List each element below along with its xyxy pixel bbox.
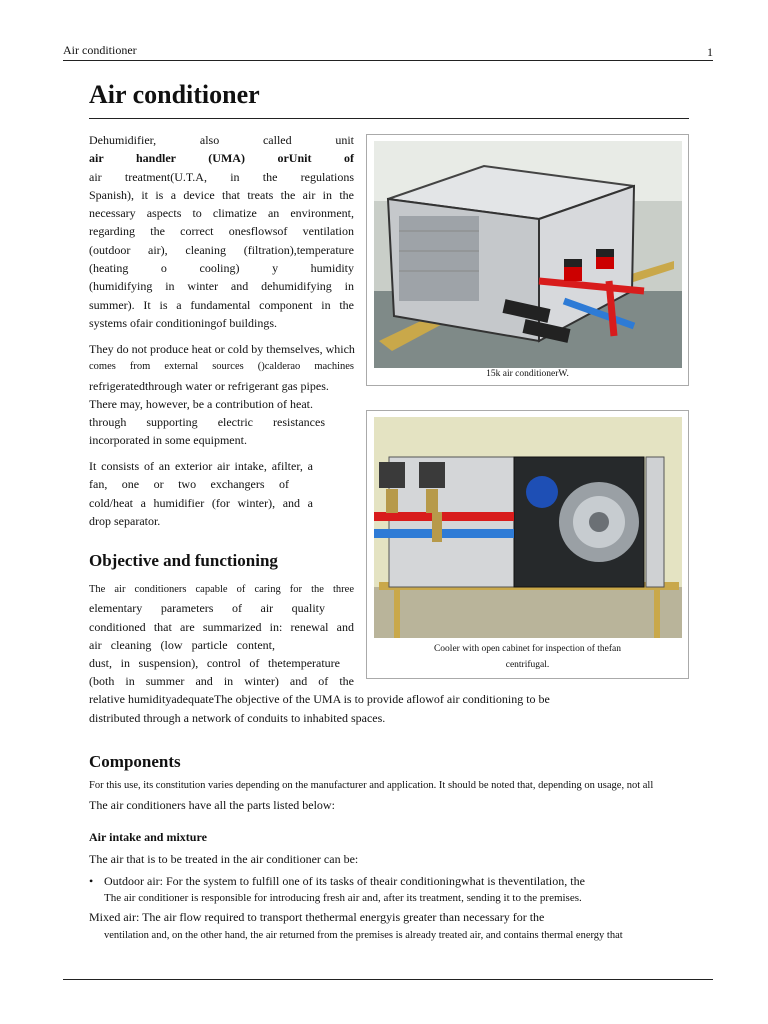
text-line: conditioned that are summarized in: renewal and [89, 619, 354, 634]
text-line: elementary parameters of air quality [89, 601, 325, 616]
figure-1 [366, 134, 689, 386]
mixed-air-line: ventilation and, on the other hand, the air returned from the premises is already treated air, and contains thermal energy that [104, 930, 623, 941]
text-line: (heating o cooling) y humidity [89, 261, 354, 276]
intro-paragraph-3 [89, 457, 313, 530]
intro-paragraph-1 [89, 131, 354, 332]
page-number: 1 [707, 45, 713, 59]
text-line: air handler (UMA) orUnit of [89, 151, 354, 166]
figure-1-caption: 15k air conditionerW. [486, 369, 569, 379]
text-line: incorporated in some equipment. [89, 433, 247, 448]
intro-paragraph-2 [89, 340, 374, 450]
running-header [63, 42, 713, 61]
text-line: dust, in suspension), control of thetemperature [89, 656, 340, 671]
objective-full-line: distributed through a network of conduits to inhabited spaces. [89, 711, 386, 725]
text-line: drop separator. [89, 513, 161, 528]
text-line: It consists of an exterior air intake, afilter, a [89, 459, 313, 473]
text-line: Spanish), it is a device that treats the air in the [89, 187, 354, 202]
text-line: (outdoor air), cleaning (filtration),temperature [89, 242, 354, 257]
text-line: systems ofair conditioningof buildings. [89, 315, 277, 330]
text-line: (both in summer and in winter) and of the [89, 674, 354, 689]
bullet-line: Outdoor air: For the system to fulfill one of its tasks of theair conditioningwhat is theventilation, the [104, 874, 585, 888]
components-heading: Components [89, 752, 181, 771]
figure-2-caption-line: centrifugal. [505, 660, 550, 670]
text-line: cold/heat a humidifier (for winter), and a [89, 495, 313, 510]
text-line: There may, however, be a contribution of heat. [89, 396, 313, 411]
text-line: necessary aspects to climatize an environment, [89, 206, 354, 221]
text-line: The air conditioners capable of caring for the three [89, 584, 354, 595]
title-rule [89, 118, 689, 119]
page-title: Air conditioner [89, 80, 260, 109]
text-line: comes from external sources ()calderao machines [89, 361, 354, 373]
text-line: They do not produce heat or cold by themselves, which [89, 342, 355, 356]
objective-full-line: relative humidityadequateThe objective of the UMA is to provide aflowof air conditioning to be [89, 692, 550, 706]
text-line: through supporting electric resistances [89, 415, 325, 430]
open-cabinet-photo [374, 417, 682, 638]
components-line: The air conditioners have all the parts listed below: [89, 798, 335, 812]
text-line: refrigeratedthrough water or refrigerant gas pipes. [89, 378, 329, 393]
objective-paragraph [89, 581, 354, 691]
footer-rule [63, 979, 713, 980]
air-intake-intro: The air that is to be treated in the air conditioner can be: [89, 852, 359, 866]
air-intake-subheading: Air intake and mixture [89, 830, 207, 844]
text-line: fan, one or two exchangers of [89, 477, 289, 492]
header-title: Air conditioner [63, 43, 137, 57]
text-line: regarding the correct onesflowsof ventilation [89, 224, 354, 239]
text-line: Dehumidifier, also called unit [89, 133, 354, 147]
figure-2 [366, 410, 689, 679]
text-line: air treatment(U.T.A, in the regulations [89, 169, 354, 184]
bullet-mark: • [89, 874, 94, 888]
objective-heading: Objective and functioning [89, 551, 278, 570]
text-line: (humidifying in winter and dehumidifying in [89, 279, 354, 294]
text-line: summer). It is a fundamental component in the [89, 297, 354, 312]
text-line: air cleaning (low particle content, [89, 637, 275, 652]
figure-2-caption-line: Cooler with open cabinet for inspection of thefan [433, 644, 622, 654]
bullet-line: The air conditioner is responsible for introducing fresh air and, after its treatment, sending it to the premises. [104, 892, 582, 904]
air-handler-photo [374, 141, 682, 368]
mixed-air-line: Mixed air: The air flow required to transport thethermal energyis greater than necessary for the [89, 910, 545, 924]
components-line: For this use, its constitution varies depending on the manufacturer and application. It should be noted that, depending on usage, not all [89, 780, 654, 791]
